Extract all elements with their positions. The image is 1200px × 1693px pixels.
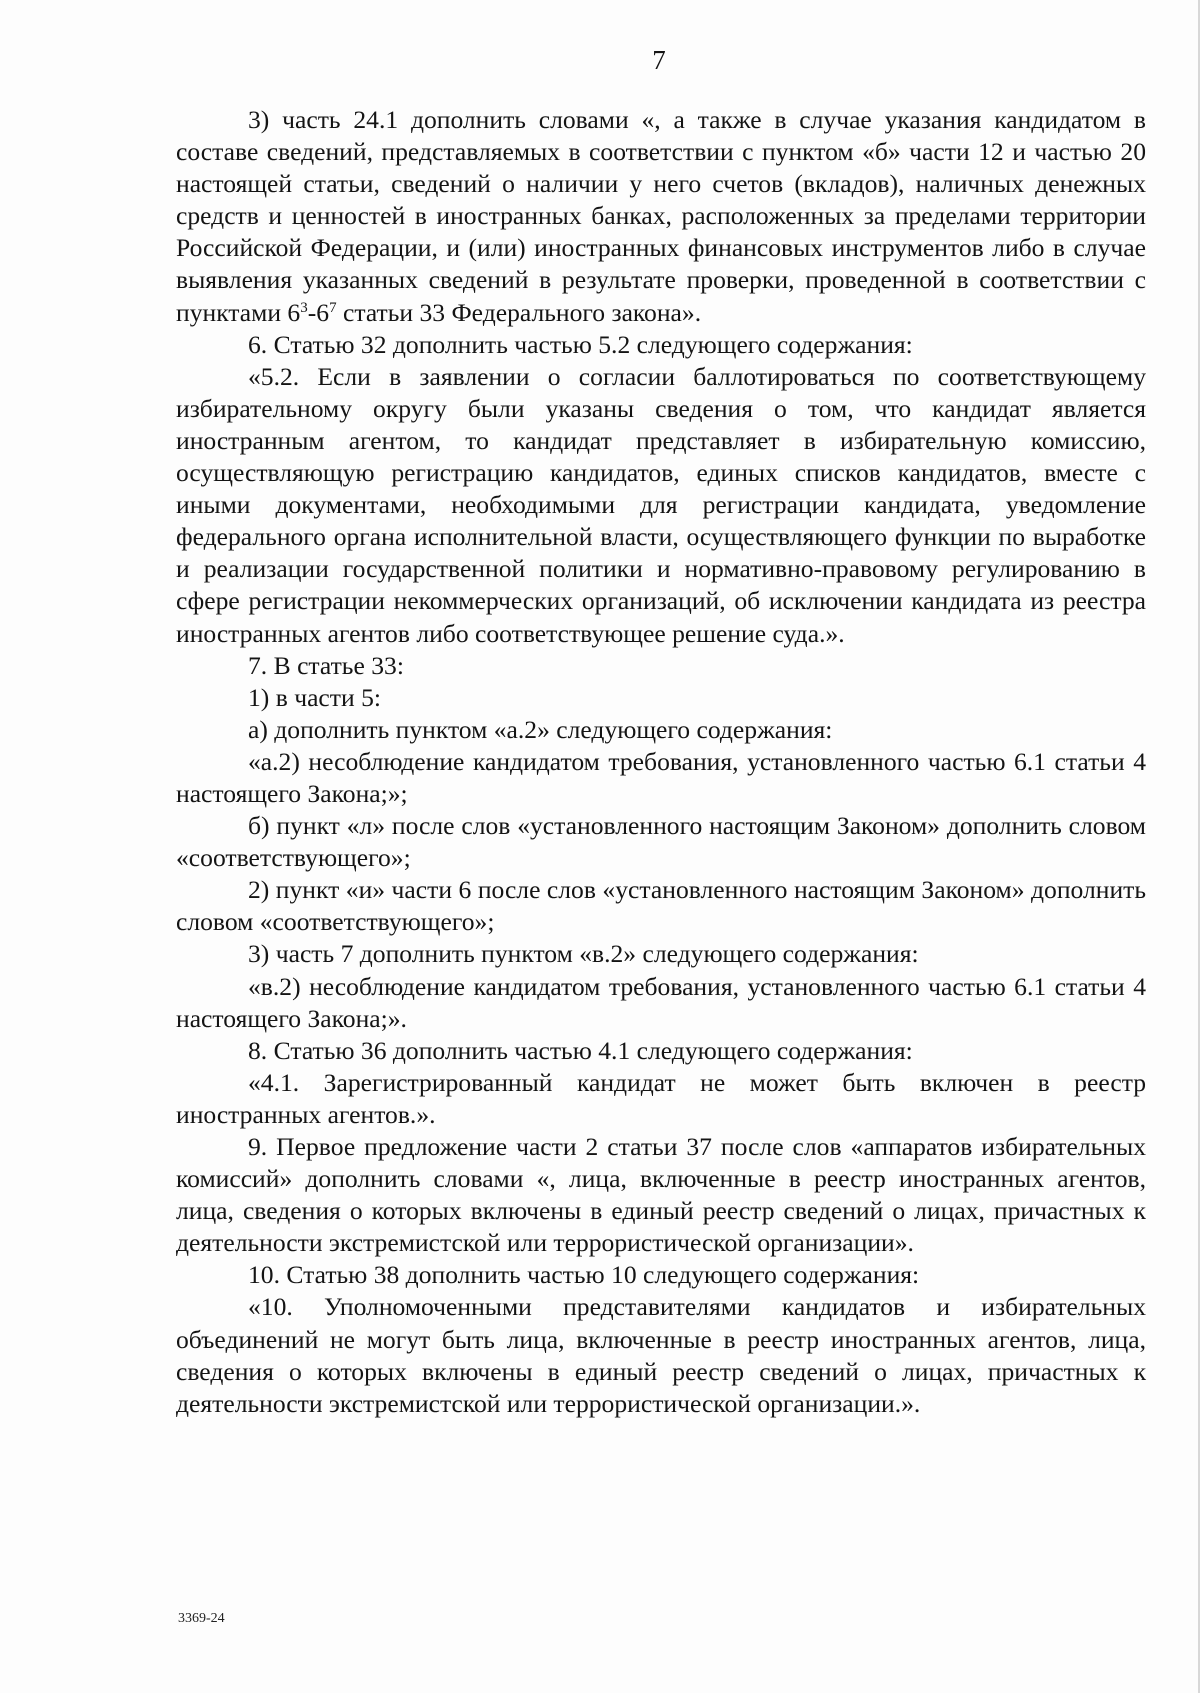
paragraph-text: 3) часть 24.1 дополнить словами «, а также в случае указания кандидатом в составе сведений, представляемых в соответствии с пунктом «б» части 12 и частью 20 настоящей статьи, сведений о наличии у него счетов (вкладов), наличных денежных средств и ценностей в иностранных банках, расположенных за пределами территории Российской Федерации, и (или) иностранных финансовых инструментов либо в случае выявления указанных сведений в результате проверки, проведенной в соответствии [176, 105, 1146, 295]
superscript: 7 [329, 299, 337, 316]
document-code: 3369-24 [178, 1611, 225, 1626]
paragraph-article-36: 8. Статью 36 дополнить частью 4.1 следующего содержания: [248, 1035, 913, 1065]
paragraph-part-5: 1) в части 5: [248, 682, 381, 712]
paragraph-item-b: б) пункт «л» после слов «установленного настоящим Законом» дополнить словом «соответствующего»; [176, 811, 1146, 873]
paragraph-item-3-part-7: 3) часть 7 дополнить пунктом «в.2» следующего содержания: [248, 939, 919, 969]
footnote-range-dash: -6 [307, 297, 330, 327]
paragraph-item-a2: «а.2) несоблюдение кандидатом требования, установленного частью 6.1 статьи 4 настоящего Закона;»; [176, 746, 1146, 808]
document-body [176, 104, 1146, 1420]
superscript: 3 [300, 299, 308, 316]
paragraph-article-32: 6. Статью 32 дополнить частью 5.2 следующего содержания: [248, 329, 913, 359]
paragraph-article-38: 10. Статью 38 дополнить частью 10 следующего содержания: [248, 1260, 920, 1290]
paragraph-part-5-2: «5.2. Если в заявлении о согласии баллотироваться по соответствующему избирательному округу были указаны сведения о том, что кандидат является иностранным агентом, то кандидат представляет в избирательную комиссию, осуществляющую регистрацию кандидатов, единых списков кандидатов, вместе с иными документами, необходимыми для регистрации кандидата, уведомление федерального органа исполнительной власти, осуществляющего функции по выработке и реализации государственной политики и нормативно-правовому регулированию в сфере регистрации некоммерческих организаций, об исключении кандидата из реестра иностранных агентов либо соответствующее решение суда.». [176, 361, 1146, 648]
paragraph-article-37: 9. Первое предложение части 2 статьи 37 после слов «аппаратов избирательных комиссий» дополнить словами «, лица, включенные в реестр иностранных агентов, лица, сведения о которых включены в единый реестр сведений о лицах, причастных к деятельности экстремистской или террористической организации». [176, 1132, 1146, 1258]
paragraph-part-4-1: «4.1. Зарегистрированный кандидат не может быть включен в реестр иностранных агентов.». [176, 1067, 1146, 1129]
paragraph-item-a: а) дополнить пунктом «а.2» следующего содержания: [248, 714, 833, 744]
paragraph-part-10: «10. Уполномоченными представителями кандидатов и избирательных объединений не могут быть лица, включенные в реестр иностранных агентов, лица, сведения о которых включены в единый реестр сведений о лицах, причастных к деятельности экстремистской или террористической организации.». [176, 1292, 1146, 1418]
paragraph-item-2: 2) пункт «и» части 6 после слов «установленного настоящим Законом» дополнить словом «соответствующего»; [176, 875, 1146, 937]
paragraph-article-33: 7. В статье 33: [248, 650, 404, 680]
page-number: 7 [652, 45, 666, 75]
footnote-range-lead: с пунктами 6 [176, 265, 1146, 327]
paragraph-item-3 [176, 104, 1146, 329]
paragraph-item-v2: «в.2) несоблюдение кандидатом требования, установленного частью 6.1 статьи 4 настоящего Закона;». [176, 971, 1146, 1033]
footnote-range-tail: статьи 33 Федерального закона». [336, 297, 702, 327]
